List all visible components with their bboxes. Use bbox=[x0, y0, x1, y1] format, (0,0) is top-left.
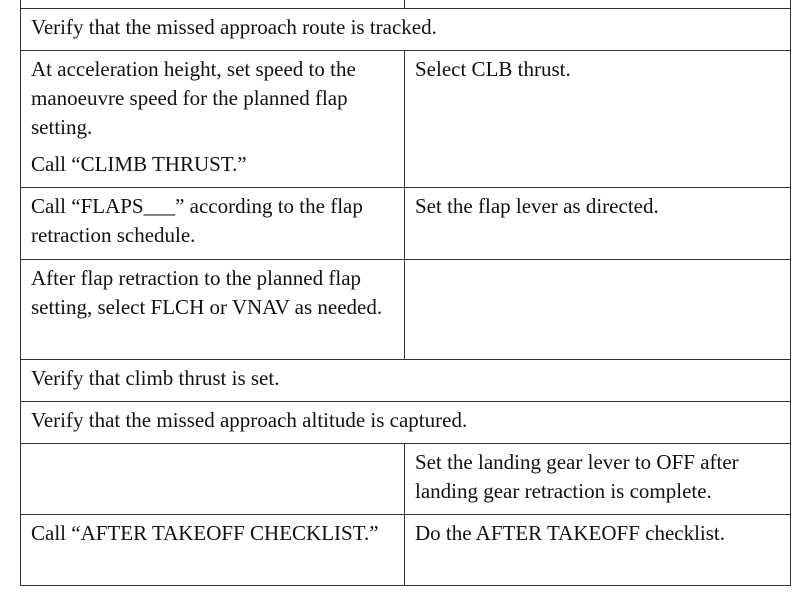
step-text: Verify that climb thrust is set. bbox=[31, 366, 280, 390]
full-width-cell bbox=[21, 9, 791, 51]
table-row bbox=[21, 51, 791, 188]
pilot-flying-cell bbox=[21, 260, 405, 360]
procedure-table bbox=[20, 0, 791, 586]
full-width-cell bbox=[21, 402, 791, 444]
pilot-monitoring-cell bbox=[405, 260, 791, 360]
step-text: Set the flap lever as directed. bbox=[415, 194, 659, 218]
pilot-flying-cell bbox=[21, 188, 405, 260]
table-row bbox=[21, 402, 791, 444]
step-text: Do the AFTER TAKEOFF checklist. bbox=[415, 521, 726, 545]
step-callout: Call “CLIMB THRUST.” bbox=[31, 152, 247, 176]
pilot-monitoring-cell bbox=[405, 188, 791, 260]
pilot-monitoring-cell bbox=[405, 515, 791, 586]
step-text: After flap retraction to the planned flap setting, select FLCH or VNAV as needed. bbox=[31, 266, 383, 319]
pilot-flying-cell bbox=[21, 51, 405, 188]
table-row bbox=[21, 515, 791, 586]
step-text: Select CLB thrust. bbox=[415, 57, 571, 81]
full-width-cell bbox=[21, 360, 791, 402]
pilot-flying-cell bbox=[21, 515, 405, 586]
pilot-monitoring-cell bbox=[405, 444, 791, 515]
table-row bbox=[21, 260, 791, 360]
step-text: At acceleration height, set speed to the manoeuvre speed for the planned flap setting. bbox=[31, 57, 356, 139]
step-text: Verify that the missed approach altitude is captured. bbox=[31, 408, 468, 432]
table-row bbox=[21, 188, 791, 260]
pilot-flying-cell bbox=[21, 0, 405, 9]
step-text: Verify that the missed approach route is tracked. bbox=[31, 15, 437, 39]
table-row bbox=[21, 9, 791, 51]
step-text: Set the landing gear lever to OFF after landing gear retraction is complete. bbox=[415, 450, 739, 503]
pilot-flying-cell bbox=[21, 444, 405, 515]
pilot-monitoring-cell bbox=[405, 51, 791, 188]
pilot-monitoring-cell bbox=[405, 0, 791, 9]
table-row bbox=[21, 0, 791, 9]
step-text: Call “FLAPS___” according to the flap retraction schedule. bbox=[31, 194, 363, 247]
table-row bbox=[21, 360, 791, 402]
table-row bbox=[21, 444, 791, 515]
step-callout: Call “AFTER TAKEOFF CHECKLIST.” bbox=[31, 521, 379, 545]
